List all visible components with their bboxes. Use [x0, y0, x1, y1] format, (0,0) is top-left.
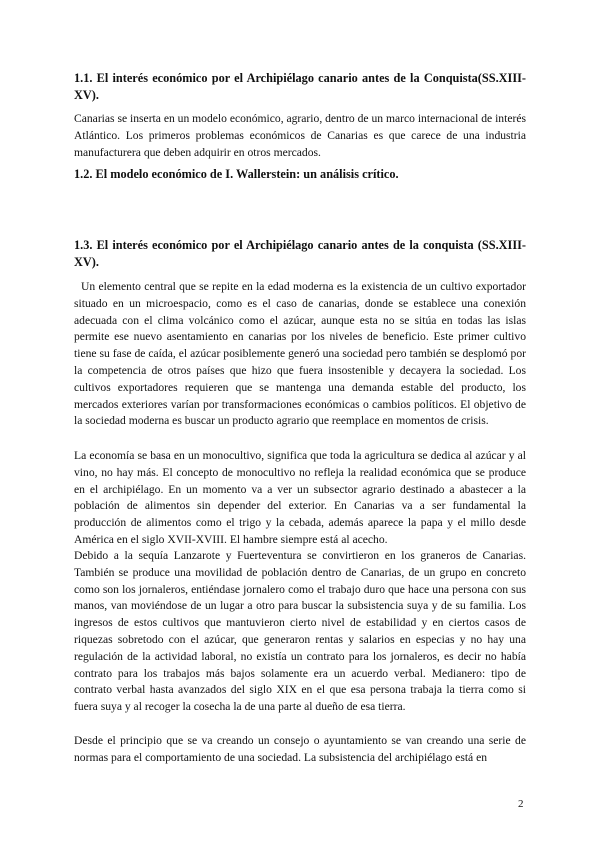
section-1-1-body [74, 111, 526, 161]
section-1-2 [74, 166, 526, 183]
paragraph-1-3-a: Un elemento central que se repite en la edad moderna es la existencia de un cultivo exportador situado en un microespacio, como es el caso de canarias, donde se establece una conexión adecuada con el clima volcánico como el azúcar, aunque esta no se sitúa en todas las islas permite ese nuevo asentamiento en canarias por los niveles de beneficio. Este primer cultivo tiene su fase de caída, el azúcar posiblemente generó una sociedad pero también se desplomó por la competencia de otros países que hizo que fuera insostenible y decayera la sociedad. Los cultivos exportadores requieren que se mantenga una demanda estable del producto, los mercados exteriores varían por transformaciones económicas o cambios políticos. El objetivo de la sociedad moderna es buscar un producto agrario que reemplace en momentos de crisis. [74, 280, 526, 428]
section-heading-1-2: 1.2. El modelo económico de I. Wallerstein: un análisis crítico. [74, 167, 399, 181]
paragraph-1-3-c: Debido a la sequía Lanzarote y Fuerteventura se convirtieron en los graneros de Canarias. También se produce una movilidad de población dentro de Canarias, de un grupo en concreto como son los jornaleros, entiéndase jornalero como el trabajo duro que hace una persona con sus manos, van moviéndose de un lugar a otro para buscar la subsistencia suya y de su familia. Los ingresos de estos cultivos que mantuvieron cierto nivel de estabilidad y en ciertos casos de riquezas sobretodo con el azúcar, que generaron rentas y salarios en especias y no hay una regulación de la actividad laboral, no existía un contrato para los jornaleros, es decir no había contrato para los trabajos más bajos solamente era un acuerdo verbal. Medianero: tipo de contrato verbal hasta avanzados del siglo XIX en el que esa persona trabaja la tierra como si fuera suya y al recoger la cosecha la de una parte al dueño de esa tierra. [74, 549, 526, 714]
section-heading-1-1: 1.1. El interés económico por el Archipiélago canario antes de la Conquista(SS.XIII-XV). [74, 71, 526, 102]
paragraph-1-3-d: Desde el principio que se va creando un consejo o ayuntamiento se van creando una serie de normas para el comportamiento de una sociedad. La subsistencia del archipiélago está en [74, 734, 526, 764]
section-1-3-paragraph-2 [74, 448, 526, 549]
section-1-3 [74, 237, 526, 271]
section-1-3-paragraph-3 [74, 548, 526, 716]
section-1-3-paragraph-4 [74, 733, 526, 767]
page-number: 2 [518, 798, 524, 810]
paragraph-1-3-b: La economía se basa en un monocultivo, significa que toda la agricultura se dedica al azúcar y al vino, no hay más. El concepto de monocultivo no refleja la realidad económica que se produce en el archipiélago. En un momento va a ver un subsector agrario destinado a abastecer a la población de alimentos sin depender del exterior. En Canarias va a ser fundamental la producción de alimentos como el trigo y la cebada, además aparece la papa y el millo desde América en el siglo XVII-XVIII. El hambre siempre está al acecho. [74, 449, 526, 546]
section-1-3-paragraph-1 [74, 279, 526, 430]
section-1-1 [74, 70, 526, 104]
paragraph-1-1: Canarias se inserta en un modelo económico, agrario, dentro de un marco internacional de interés Atlántico. Los primeros problemas económicos de Canarias es que carece de una industria manufacturera que deben adquirir en otros mercados. [74, 112, 526, 159]
section-heading-1-3: 1.3. El interés económico por el Archipiélago canario antes de la conquista (SS.XIII-XV). [74, 238, 526, 269]
